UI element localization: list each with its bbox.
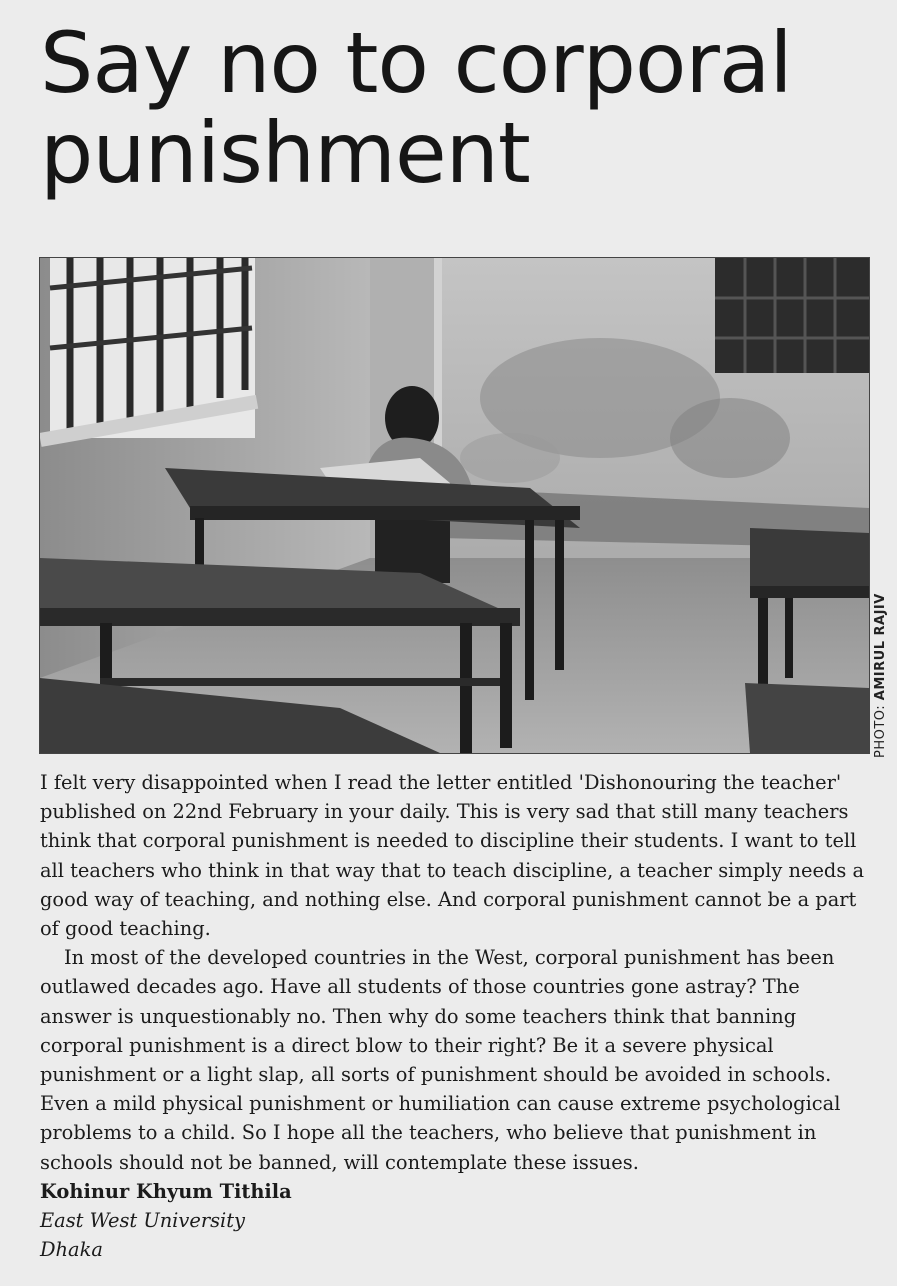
letter-paragraph: I felt very disappointed when I read the letter entitled 'Dishonouring the teacher' published on 22nd February in your daily. This is very sad that still many teachers think that corporal punishment is needed to discipline their students. I want to tell all teachers who think in that way that to teach discipline, a teacher simply needs a good way of teaching, and nothing else. And corporal punishment cannot be a part of good teaching.	[40, 771, 865, 941]
photo-credit	[873, 593, 888, 758]
author-name: Kohinur Khyum Tithila	[40, 1179, 292, 1203]
author-city: Dhaka	[40, 1238, 103, 1262]
letter-body	[40, 768, 870, 1264]
photographer-name: AMIRUL RAJIV	[873, 593, 888, 701]
author-institution: East West University	[40, 1209, 245, 1233]
headline: Say no to corporal punishment	[40, 14, 792, 202]
photo-credit-prefix: PHOTO:	[873, 704, 888, 758]
classroom-photo	[40, 258, 869, 753]
letter-paragraph: In most of the developed countries in the West, corporal punishment has been outlawed decades ago. Have all students of those countries gone astray? The answer is unquestionably no. Then why do some teachers think that banning corporal punishment is a direct blow to their right? Be it a severe physical punishment or a light slap, all sorts of punishment should be avoided in schools. Even a mild physical punishment or humiliation can cause extreme psychological problems to a child. So I hope all the teachers, who believe that punishment in schools should not be banned, will contemplate these issues.	[40, 946, 841, 1174]
